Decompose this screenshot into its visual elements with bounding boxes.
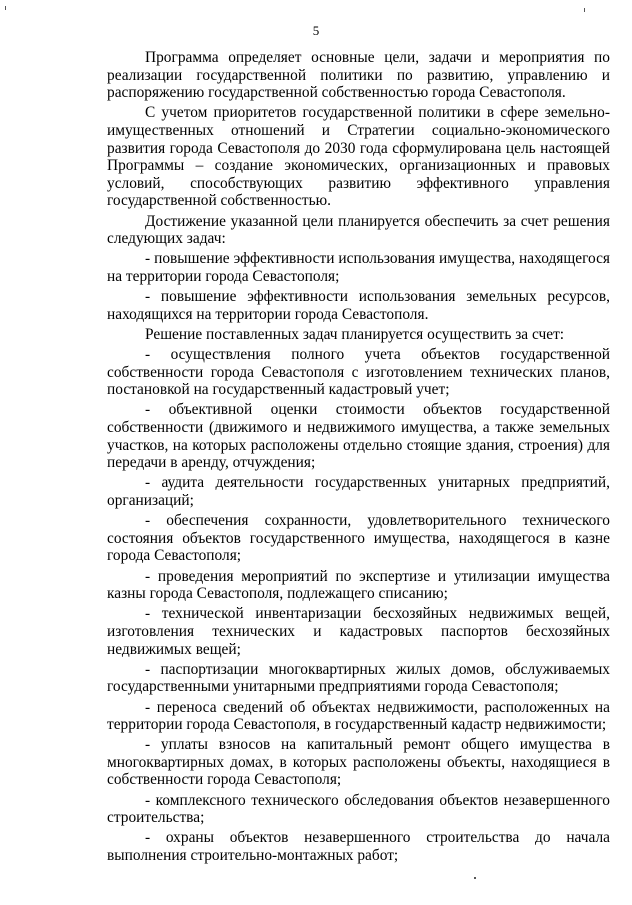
- paragraph-goal: С учетом приоритетов государственной политики в сфере земельно-имущественных отношений и Стратегии социально-экономического развития города Севастополя до 2030 года сформулирована цель настоящей Программы – создание экономических, организационных и правовых условий, способствующих развитию эффективного управления государственной собственностью.: [107, 104, 610, 210]
- paragraph-intro: Программа определяет основные цели, задачи и мероприятия по реализации государственной политики по развитию, управлению и распоряжению государственной собственностью города Севастополя.: [107, 49, 610, 102]
- list-item-measure: - проведения мероприятий по экспертизе и утилизации имущества казны города Севастополя, подлежащего списанию;: [107, 567, 610, 603]
- list-item-measure: - комплексного технического обследования объектов незавершенного строительства;: [107, 791, 610, 827]
- scan-mark: [5, 6, 6, 10]
- paragraph-measures-intro: Решение поставленных задач планируется осуществить за счет:: [145, 325, 565, 343]
- list-item-measure: - переноса сведений об объектах недвижимости, расположенных на территории города Севастополя, в государственный кадастр недвижимости;: [107, 698, 610, 734]
- list-item-measure: - объективной оценки стоимости объектов государственной собственности (движимого и недвижимого имущества, а также земельных участков, на которых расположены отдельно стоящие здания, строения) для передачи в аренду, отчуждения;: [107, 401, 610, 472]
- list-item-measure: - аудита деятельности государственных унитарных предприятий, организаций;: [107, 474, 610, 509]
- scan-mark: [474, 877, 476, 879]
- list-item-measure: - паспортизации многоквартирных жилых домов, обслуживаемых государственными унитарными предприятиями города Севастополя;: [107, 660, 610, 696]
- list-item-task: - повышение эффективности использования земельных ресурсов, находящихся на территории города Севастополя.: [107, 288, 610, 323]
- scan-mark: [584, 8, 585, 12]
- page-number: 5: [312, 23, 320, 38]
- list-item-measure: - технической инвентаризации бесхозяйных недвижимых вещей, изготовления технических и кадастровых паспортов бесхозяйных недвижимых вещей;: [107, 605, 610, 658]
- list-item-measure: - осуществления полного учета объектов государственной собственности города Севастополя с изготовлением технических планов, постановкой на государственный кадастровый учет;: [107, 346, 610, 399]
- document-body: [107, 49, 610, 865]
- list-item-measure: - уплаты взносов на капитальный ремонт общего имущества в многоквартирных домах, в которых расположены объекты, находящиеся в собственности города Севастополя;: [107, 736, 610, 789]
- list-item-measure: - обеспечения сохранности, удовлетворительного технического состояния объектов государственного имущества, находящегося в казне города Севастополя;: [107, 512, 610, 565]
- paragraph-tasks-intro: Достижение указанной цели планируется обеспечить за счет решения следующих задач:: [107, 212, 610, 248]
- list-item-measure: - охраны объектов незавершенного строительства до начала выполнения строительно-монтажных работ;: [107, 829, 610, 865]
- list-item-task: - повышение эффективности использования имущества, находящегося на территории города Севастополя;: [107, 250, 610, 285]
